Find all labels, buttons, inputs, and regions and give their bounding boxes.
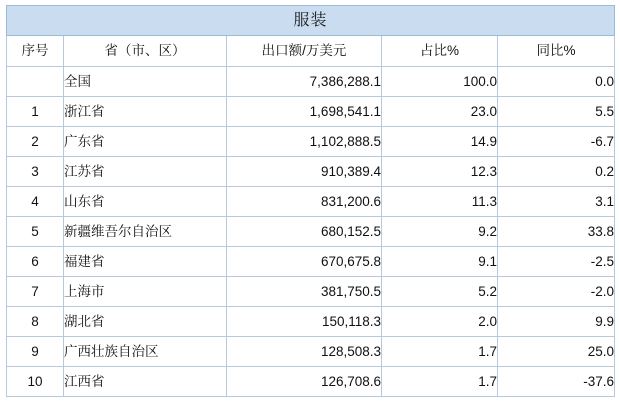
cell-export: 7,386,288.1 <box>227 67 382 97</box>
cell-yoy: 3.1 <box>498 187 615 217</box>
cell-yoy: 25.0 <box>498 337 615 367</box>
table-row <box>7 127 615 157</box>
cell-yoy: -2.0 <box>498 277 615 307</box>
cell-yoy: -2.5 <box>498 247 615 277</box>
cell-index: 7 <box>7 277 64 307</box>
cell-share: 9.2 <box>382 217 498 247</box>
cell-index: 5 <box>7 217 64 247</box>
table-row <box>7 157 615 187</box>
cell-province: 江苏省 <box>64 157 227 187</box>
cell-index: 3 <box>7 157 64 187</box>
cell-export: 1,698,541.1 <box>227 97 382 127</box>
column-header-export-value: 出口额/万美元 <box>227 36 382 67</box>
cell-export: 128,508.3 <box>227 337 382 367</box>
header-row <box>7 36 615 67</box>
column-header-index: 序号 <box>7 36 64 67</box>
cell-share: 2.0 <box>382 307 498 337</box>
cell-province: 上海市 <box>64 277 227 307</box>
cell-yoy: 0.2 <box>498 157 615 187</box>
title-row <box>7 6 615 36</box>
cell-share: 1.7 <box>382 367 498 397</box>
column-header-yoy: 同比% <box>498 36 615 67</box>
table-row <box>7 367 615 397</box>
cell-yoy: -6.7 <box>498 127 615 157</box>
cell-province: 全国 <box>64 67 227 97</box>
cell-yoy: 33.8 <box>498 217 615 247</box>
column-header-share: 占比% <box>382 36 498 67</box>
cell-province: 广东省 <box>64 127 227 157</box>
cell-share: 100.0 <box>382 67 498 97</box>
cell-share: 12.3 <box>382 157 498 187</box>
cell-province: 新疆维吾尔自治区 <box>64 217 227 247</box>
cell-share: 1.7 <box>382 337 498 367</box>
table-row <box>7 337 615 367</box>
table-row <box>7 247 615 277</box>
cell-share: 9.1 <box>382 247 498 277</box>
cell-province: 福建省 <box>64 247 227 277</box>
cell-province: 江西省 <box>64 367 227 397</box>
cell-province: 浙江省 <box>64 97 227 127</box>
cell-share: 5.2 <box>382 277 498 307</box>
cell-index: 2 <box>7 127 64 157</box>
table-row <box>7 67 615 97</box>
cell-province: 湖北省 <box>64 307 227 337</box>
table-title: 服装 <box>7 6 615 36</box>
cell-export: 910,389.4 <box>227 157 382 187</box>
table-row <box>7 307 615 337</box>
cell-export: 670,675.8 <box>227 247 382 277</box>
cell-export: 126,708.6 <box>227 367 382 397</box>
cell-index <box>7 67 64 97</box>
cell-share: 14.9 <box>382 127 498 157</box>
table-row <box>7 217 615 247</box>
cell-export: 150,118.3 <box>227 307 382 337</box>
cell-export: 1,102,888.5 <box>227 127 382 157</box>
table-row <box>7 277 615 307</box>
cell-export: 680,152.5 <box>227 217 382 247</box>
cell-yoy: 9.9 <box>498 307 615 337</box>
cell-index: 6 <box>7 247 64 277</box>
cell-index: 8 <box>7 307 64 337</box>
cell-index: 9 <box>7 337 64 367</box>
cell-export: 831,200.6 <box>227 187 382 217</box>
cell-yoy: 0.0 <box>498 67 615 97</box>
cell-export: 381,750.5 <box>227 277 382 307</box>
cell-yoy: -37.6 <box>498 367 615 397</box>
export-table <box>6 5 615 397</box>
cell-province: 广西壮族自治区 <box>64 337 227 367</box>
cell-index: 1 <box>7 97 64 127</box>
cell-yoy: 5.5 <box>498 97 615 127</box>
table-row <box>7 187 615 217</box>
cell-index: 4 <box>7 187 64 217</box>
table-row <box>7 97 615 127</box>
cell-share: 23.0 <box>382 97 498 127</box>
cell-province: 山东省 <box>64 187 227 217</box>
cell-index: 10 <box>7 367 64 397</box>
column-header-province: 省（市、区） <box>64 36 227 67</box>
cell-share: 11.3 <box>382 187 498 217</box>
